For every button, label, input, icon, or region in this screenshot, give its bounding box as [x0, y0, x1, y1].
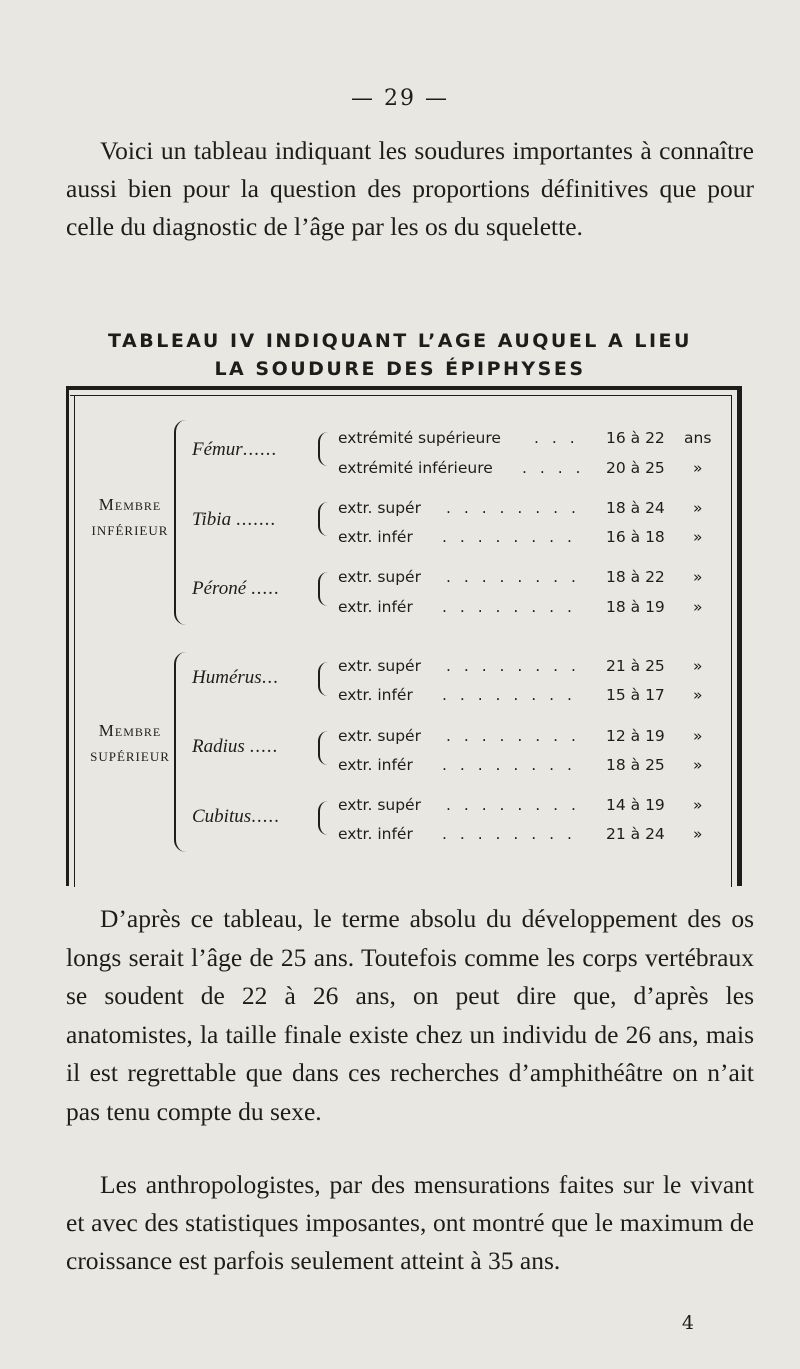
table-title-line-2: LA SOUDURE DES ÉPIPHYSES	[214, 358, 586, 380]
row-leader: . . . . . . . .	[446, 568, 580, 586]
row-range: 16 à 18	[606, 528, 665, 546]
row-range: 20 à 25	[606, 459, 665, 477]
row-unit: »	[693, 459, 703, 477]
row-leader: . . . . . . . .	[446, 727, 580, 745]
table-inner-left-rule	[74, 395, 75, 887]
table-row	[338, 820, 718, 848]
row-leader: . . . . . . . .	[442, 686, 576, 704]
table-row	[338, 454, 718, 482]
group-label-lower-line-1: Membre	[98, 495, 162, 514]
group-bracket-upper	[174, 652, 190, 852]
row-desc: extr. supér	[338, 657, 421, 675]
body-paragraph-3-text: Les anthropologistes, par des mensurations faites sur le vivant et avec des statistiques imposantes, ont montré que le maximum de croissance est parfois seulement atteint à 35 ans.	[66, 1170, 754, 1275]
row-desc: extr. supér	[338, 727, 421, 745]
row-leader: . . . .	[522, 459, 585, 477]
table-row	[338, 791, 718, 819]
row-desc: extrémité supérieure	[338, 429, 501, 447]
row-desc: extr. infér	[338, 756, 413, 774]
table-row	[338, 563, 718, 591]
row-leader: . . . . . . . .	[446, 796, 580, 814]
row-unit: »	[693, 598, 703, 616]
table-inner-rule	[70, 395, 732, 396]
bone-perone-name: Péroné	[192, 578, 247, 599]
bone-humerus	[192, 667, 322, 689]
table-row	[338, 593, 718, 621]
row-unit: »	[693, 727, 703, 745]
row-unit: »	[693, 528, 703, 546]
bone-radius	[192, 736, 322, 758]
brace-perone	[318, 572, 332, 606]
row-unit: »	[693, 825, 703, 843]
brace-humerus	[318, 662, 332, 696]
table-row	[338, 424, 718, 452]
row-range: 21 à 24	[606, 825, 665, 843]
bone-radius-dots: .....	[249, 736, 279, 757]
bone-femur-dots: ......	[242, 439, 278, 460]
row-unit: »	[693, 657, 703, 675]
bone-cubitus	[192, 806, 322, 828]
bone-humerus-name: Humérus	[192, 667, 262, 688]
row-unit: »	[693, 568, 703, 586]
row-range: 15 à 17	[606, 686, 665, 704]
group-label-upper-line-1: Membre	[98, 721, 162, 740]
brace-radius	[318, 731, 332, 765]
bone-tibia	[192, 509, 322, 531]
row-leader: . . . . . . . .	[446, 657, 580, 675]
row-leader: . . . . . . . .	[446, 499, 580, 517]
brace-tibia	[318, 502, 332, 536]
row-range: 12 à 19	[606, 727, 665, 745]
row-range: 18 à 22	[606, 568, 665, 586]
footer-signature-number: 4	[681, 1312, 694, 1334]
row-leader: . . .	[534, 429, 579, 447]
table-row	[338, 722, 718, 750]
row-desc: extr. infér	[338, 825, 413, 843]
brace-femur	[318, 432, 332, 466]
body-paragraph-2-text: D’après ce tableau, le terme absolu du développement des os longs serait l’âge de 25 ans. Toutefois comme les corps vertébraux se soudent de 22 à 26 ans, on peut dire que, d’après les anatomistes, la taille finale existe chez un individu de 26 ans, mais il est regrettable que dans ces recherches d’amphithéâtre on n’ait pas tenu compte du sexe.	[66, 904, 754, 1126]
table-row	[338, 751, 718, 779]
row-range: 16 à 22	[606, 429, 665, 447]
bone-radius-name: Radius	[192, 736, 245, 757]
group-bracket-lower	[174, 420, 190, 625]
bone-cubitus-name: Cubitus	[192, 806, 252, 827]
table-title-line-1: TABLEAU IV INDIQUANT L’AGE AUQUEL A LIEU	[108, 330, 692, 352]
brace-cubitus	[318, 801, 332, 835]
intro-paragraph-text: Voici un tableau indiquant les soudures importantes à connaître aussi bien pour la question des proportions définitives que pour celle du diagnostic de l’âge par les os du squelette.	[66, 136, 754, 241]
table-row	[338, 494, 718, 522]
row-desc: extr. supér	[338, 568, 421, 586]
row-unit: »	[693, 796, 703, 814]
bone-cubitus-dots: .....	[251, 806, 280, 827]
bone-tibia-name: Tibia	[192, 509, 232, 530]
row-range: 18 à 19	[606, 598, 665, 616]
group-label-lower-limb	[78, 492, 182, 544]
bone-tibia-dots: .......	[235, 509, 277, 530]
row-leader: . . . . . . . .	[442, 528, 576, 546]
row-unit: »	[693, 499, 703, 517]
table-row	[338, 523, 718, 551]
row-leader: . . . . . . . .	[442, 825, 576, 843]
row-desc: extr. infér	[338, 686, 413, 704]
row-leader: . . . . . . . .	[442, 598, 576, 616]
bone-femur	[192, 439, 322, 461]
table-row	[338, 681, 718, 709]
body-paragraph-3	[66, 1166, 754, 1280]
row-unit: »	[693, 686, 703, 704]
row-range: 18 à 25	[606, 756, 665, 774]
bone-perone	[192, 578, 322, 600]
group-label-lower-line-2: INFÉRIEUR	[91, 523, 169, 538]
intro-paragraph	[66, 132, 754, 246]
bone-femur-name: Fémur	[192, 439, 243, 460]
row-range: 18 à 24	[606, 499, 665, 517]
row-unit: »	[693, 756, 703, 774]
row-range: 14 à 19	[606, 796, 665, 814]
row-desc: extr. infér	[338, 598, 413, 616]
row-unit: ans	[684, 429, 712, 447]
row-range: 21 à 25	[606, 657, 665, 675]
row-leader: . . . . . . . .	[442, 756, 576, 774]
row-desc: extr. infér	[338, 528, 413, 546]
group-label-upper-line-2: SUPÉRIEUR	[90, 749, 170, 764]
row-desc: extrémité inférieure	[338, 459, 493, 477]
row-desc: extr. supér	[338, 796, 421, 814]
body-paragraph-2	[66, 900, 754, 1132]
group-label-upper-limb	[78, 718, 182, 770]
bone-perone-dots: .....	[250, 578, 280, 599]
table-row	[338, 652, 718, 680]
page-number: — 29 —	[351, 86, 449, 111]
table-inner-right-rule	[731, 395, 732, 887]
bone-humerus-dots: ...	[261, 667, 279, 688]
row-desc: extr. supér	[338, 499, 421, 517]
